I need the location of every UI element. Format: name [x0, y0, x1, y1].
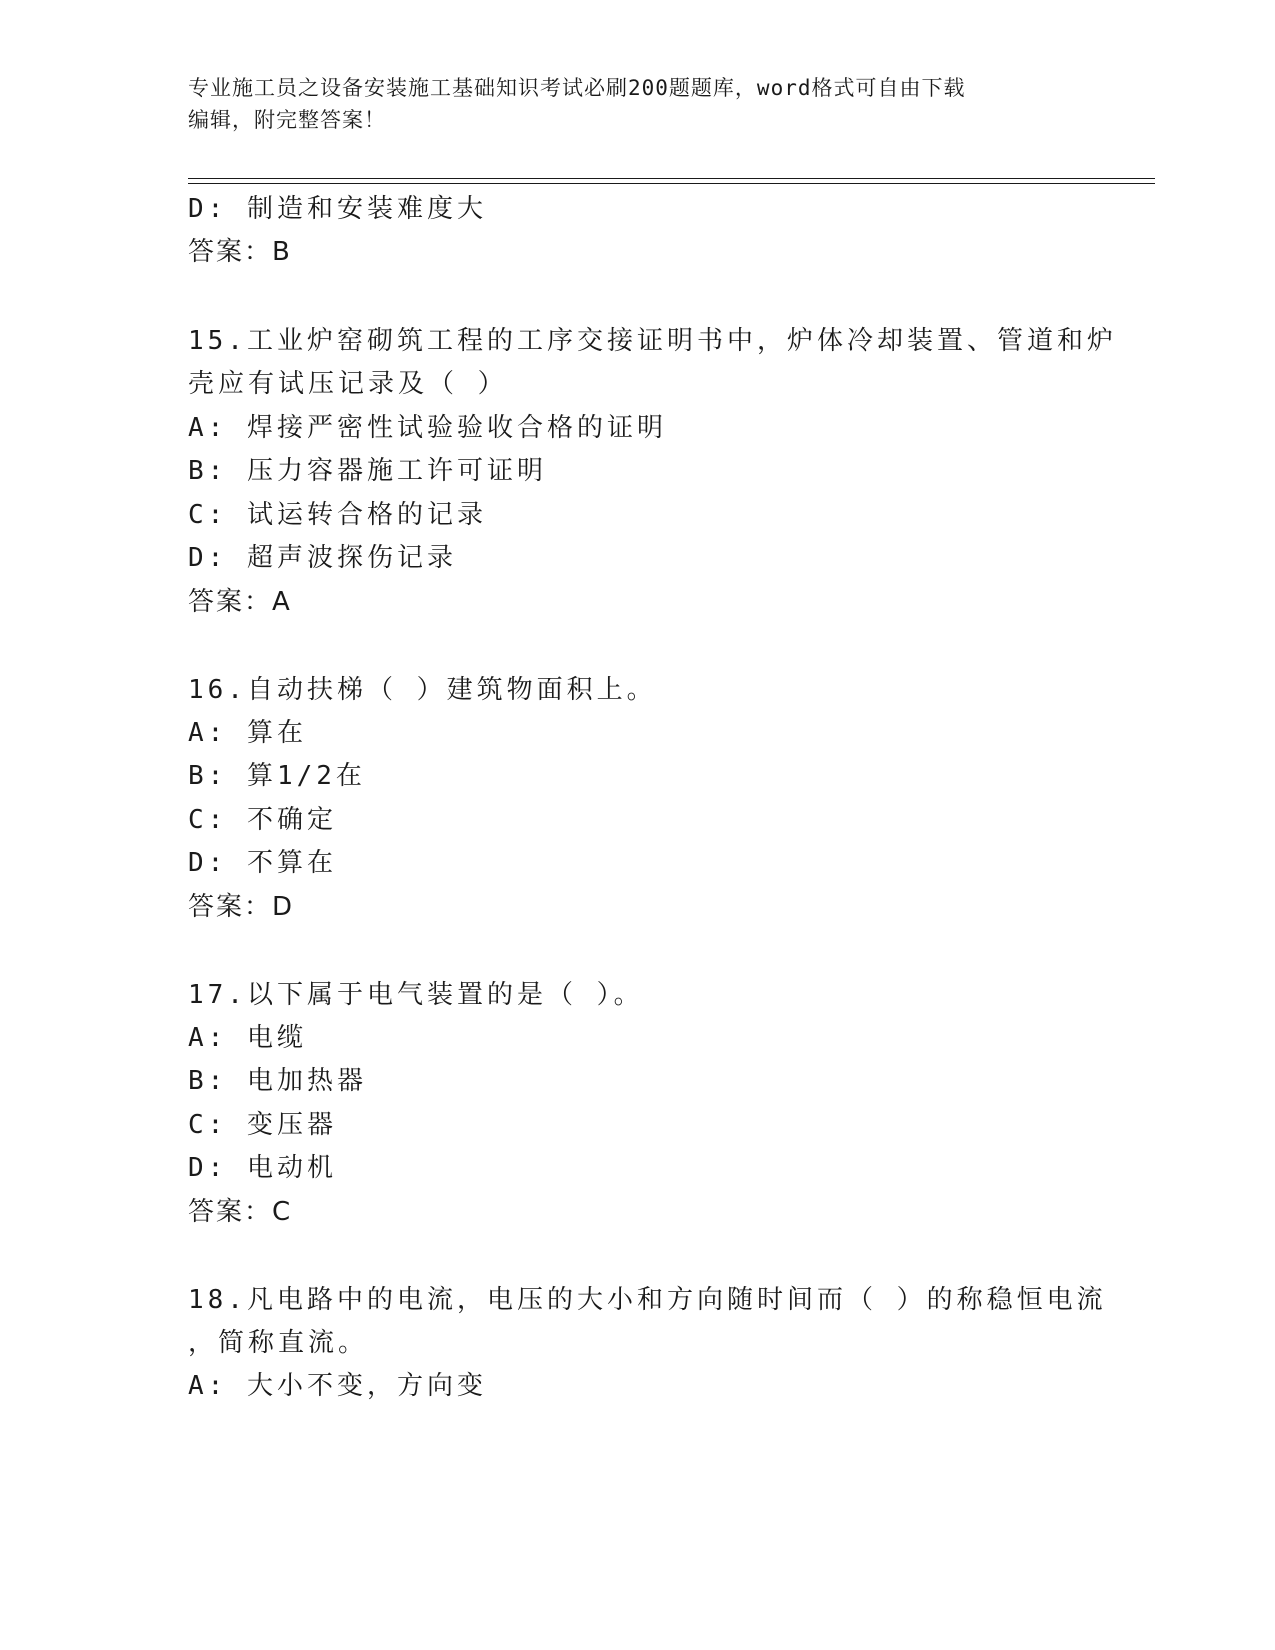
header-divider-bottom: [188, 183, 1155, 184]
q17-answer: 答案：C: [188, 1197, 293, 1227]
q15-option-a: A: 焊接严密性试验验收合格的证明: [188, 413, 667, 443]
header-title-line-1: 专业施工员之设备安装施工基础知识考试必刷200题题库，word格式可自由下载: [188, 76, 966, 100]
q17-option-d: D: 电动机: [188, 1153, 337, 1183]
q17-option-b: B: 电加热器: [188, 1066, 367, 1096]
q18-option-a: A: 大小不变，方向变: [188, 1371, 487, 1401]
q17-stem-line-1: 17.以下属于电气装置的是（ ）。: [188, 980, 644, 1010]
q18-stem-line-2: ，简称直流。: [188, 1328, 369, 1358]
prev-answer: 答案：B: [188, 237, 292, 267]
q16-answer: 答案：D: [188, 892, 295, 922]
q15-option-d: D: 超声波探伤记录: [188, 543, 457, 573]
q16-option-c: C: 不确定: [188, 805, 337, 835]
q17-option-c: C: 变压器: [188, 1110, 337, 1140]
q15-stem-line-2: 壳应有试压记录及（ ）: [188, 369, 508, 399]
q15-option-c: C: 试运转合格的记录: [188, 500, 487, 530]
q16-option-d: D: 不算在: [188, 848, 337, 878]
q15-stem-line-1: 15.工业炉窑砌筑工程的工序交接证明书中，炉体冷却装置、管道和炉: [188, 326, 1117, 356]
document-header: [188, 72, 1088, 136]
q15-answer: 答案：A: [188, 587, 292, 617]
q15-option-b: B: 压力容器施工许可证明: [188, 456, 547, 486]
q17-option-a: A: 电缆: [188, 1023, 307, 1053]
header-title-line-2: 编辑，附完整答案！: [188, 108, 386, 132]
q16-option-a: A: 算在: [188, 718, 307, 748]
q18-stem-line-1: 18.凡电路中的电流，电压的大小和方向随时间而（ ）的称稳恒电流: [188, 1285, 1107, 1315]
q16-option-b: B: 算1/2在: [188, 761, 366, 791]
prev-option-d: D: 制造和安装难度大: [188, 194, 487, 224]
header-divider-top: [188, 178, 1155, 179]
q16-stem-line-1: 16.自动扶梯（ ）建筑物面积上。: [188, 675, 657, 705]
